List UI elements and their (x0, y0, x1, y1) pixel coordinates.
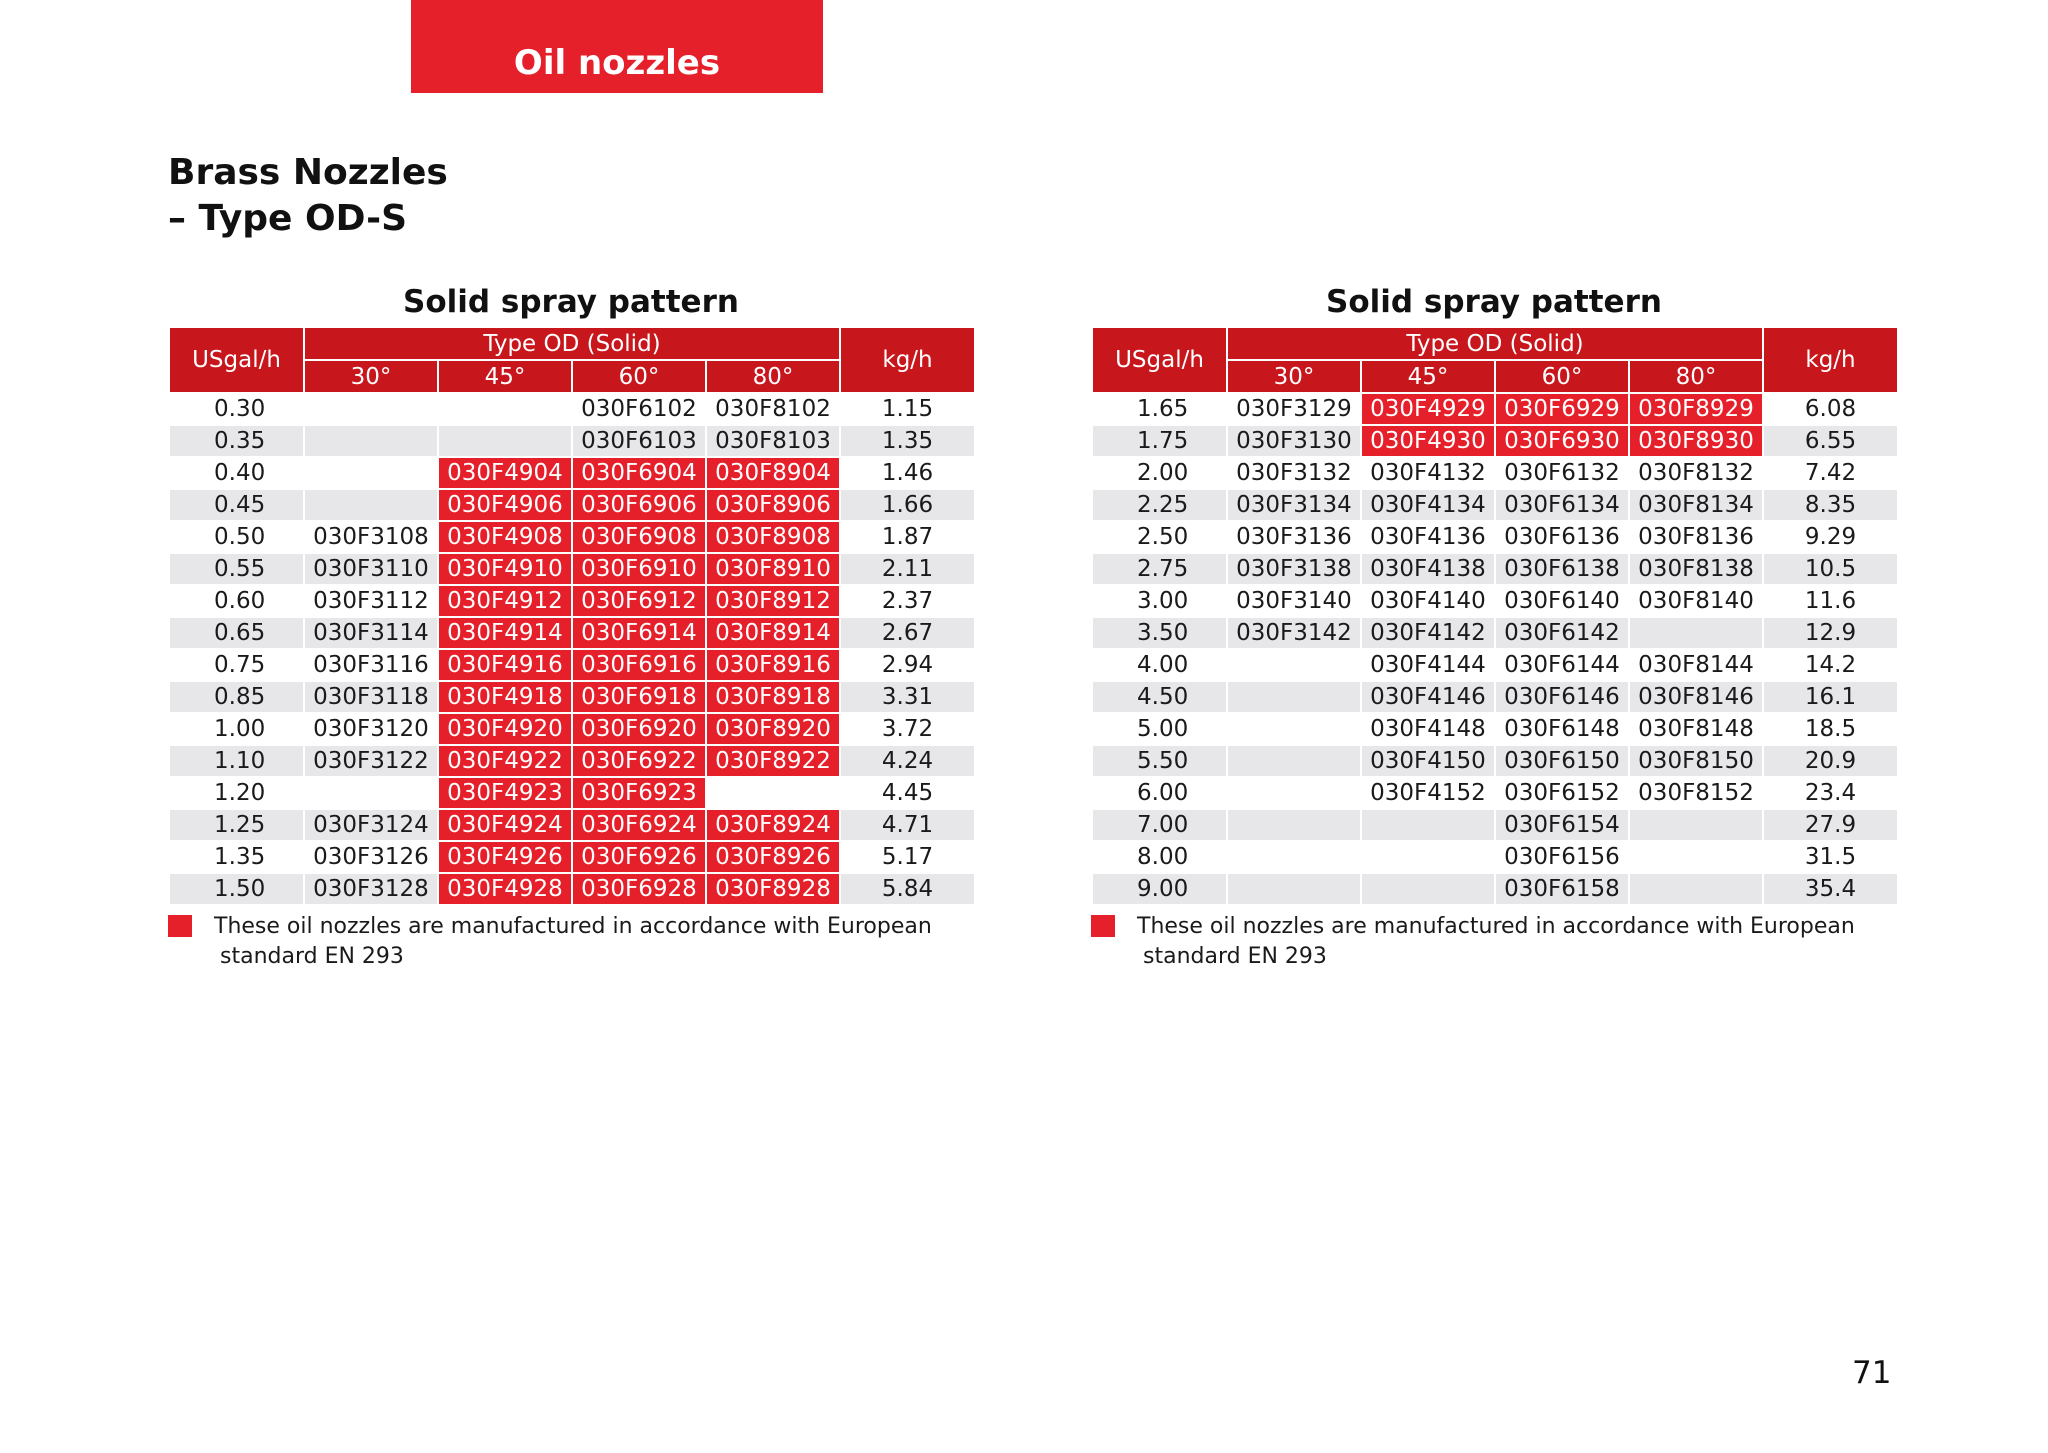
section-banner (411, 0, 823, 93)
table-row (1092, 393, 1898, 425)
table-row (1092, 457, 1898, 489)
table-row (169, 777, 975, 809)
cell-flow: 5.00 (1092, 713, 1227, 745)
cell-part-number (304, 489, 438, 521)
cell-part-number: 030F8924 (706, 809, 840, 841)
cell-flow: 2.00 (1092, 457, 1227, 489)
cell-flow: 2.75 (1092, 553, 1227, 585)
table-row (169, 649, 975, 681)
cell-part-number: 030F8920 (706, 713, 840, 745)
cell-kg: 31.5 (1763, 841, 1898, 873)
cell-part-number: 030F3142 (1227, 617, 1361, 649)
page-number: 71 (1852, 1355, 1892, 1391)
cell-part-number (1227, 873, 1361, 905)
cell-flow: 0.45 (169, 489, 304, 521)
table-row (169, 457, 975, 489)
cell-kg: 7.42 (1763, 457, 1898, 489)
cell-part-number: 030F4923 (438, 777, 572, 809)
cell-flow: 5.50 (1092, 745, 1227, 777)
cell-part-number: 030F3114 (304, 617, 438, 649)
cell-part-number (706, 777, 840, 809)
table-row (1092, 617, 1898, 649)
cell-part-number: 030F3136 (1227, 521, 1361, 553)
nozzle-table-panel-left (168, 282, 974, 972)
cell-part-number: 030F4912 (438, 585, 572, 617)
note-bullet-icon (168, 915, 192, 937)
table-row (1092, 489, 1898, 521)
cell-part-number: 030F8152 (1629, 777, 1763, 809)
header-angle: 60° (572, 360, 706, 393)
table-row (1092, 553, 1898, 585)
cell-flow: 4.50 (1092, 681, 1227, 713)
cell-part-number: 030F6156 (1495, 841, 1629, 873)
cell-part-number: 030F8906 (706, 489, 840, 521)
table-row (1092, 745, 1898, 777)
cell-part-number (1227, 713, 1361, 745)
cell-kg: 14.2 (1763, 649, 1898, 681)
header-angle: 45° (438, 360, 572, 393)
cell-part-number: 030F4930 (1361, 425, 1495, 457)
cell-part-number: 030F8929 (1629, 393, 1763, 425)
cell-part-number: 030F3110 (304, 553, 438, 585)
cell-part-number: 030F8134 (1629, 489, 1763, 521)
cell-part-number: 030F3126 (304, 841, 438, 873)
cell-part-number: 030F8922 (706, 745, 840, 777)
table-title: Solid spray pattern (1326, 284, 1662, 320)
cell-part-number: 030F6144 (1495, 649, 1629, 681)
cell-flow: 8.00 (1092, 841, 1227, 873)
cell-part-number: 030F4150 (1361, 745, 1495, 777)
cell-part-number (1361, 809, 1495, 841)
cell-flow: 0.30 (169, 393, 304, 425)
cell-part-number (1227, 649, 1361, 681)
section-banner-label: Oil nozzles (513, 43, 721, 83)
cell-part-number: 030F4914 (438, 617, 572, 649)
cell-part-number: 030F6920 (572, 713, 706, 745)
cell-part-number (304, 777, 438, 809)
cell-part-number: 030F4926 (438, 841, 572, 873)
cell-kg: 1.87 (840, 521, 975, 553)
table-row (169, 841, 975, 873)
header-type-group: Type OD (Solid) (1227, 327, 1763, 360)
cell-kg: 2.11 (840, 553, 975, 585)
cell-kg: 8.35 (1763, 489, 1898, 521)
cell-part-number: 030F4136 (1361, 521, 1495, 553)
page-title-line2: – Type OD-S (168, 198, 408, 239)
cell-flow: 4.00 (1092, 649, 1227, 681)
table-row (169, 873, 975, 905)
cell-part-number: 030F8148 (1629, 713, 1763, 745)
cell-part-number: 030F6910 (572, 553, 706, 585)
cell-part-number: 030F4910 (438, 553, 572, 585)
cell-kg: 6.08 (1763, 393, 1898, 425)
table-row (1092, 649, 1898, 681)
cell-part-number: 030F3108 (304, 521, 438, 553)
cell-part-number: 030F3118 (304, 681, 438, 713)
cell-part-number: 030F4918 (438, 681, 572, 713)
table-row (169, 585, 975, 617)
table-row (169, 489, 975, 521)
cell-part-number: 030F4134 (1361, 489, 1495, 521)
header-angle: 60° (1495, 360, 1629, 393)
cell-flow: 1.00 (169, 713, 304, 745)
cell-flow: 7.00 (1092, 809, 1227, 841)
note-text (1137, 912, 1855, 972)
cell-part-number: 030F4148 (1361, 713, 1495, 745)
header-angle: 30° (1227, 360, 1361, 393)
cell-part-number: 030F8928 (706, 873, 840, 905)
cell-kg: 6.55 (1763, 425, 1898, 457)
cell-part-number: 030F3134 (1227, 489, 1361, 521)
cell-kg: 9.29 (1763, 521, 1898, 553)
cell-flow: 1.75 (1092, 425, 1227, 457)
header-angle: 80° (1629, 360, 1763, 393)
cell-part-number (1629, 617, 1763, 649)
cell-part-number: 030F8914 (706, 617, 840, 649)
cell-part-number: 030F8918 (706, 681, 840, 713)
cell-part-number (1361, 841, 1495, 873)
table-title: Solid spray pattern (403, 284, 739, 320)
cell-part-number: 030F8102 (706, 393, 840, 425)
cell-flow: 0.65 (169, 617, 304, 649)
cell-kg: 1.15 (840, 393, 975, 425)
cell-kg: 23.4 (1763, 777, 1898, 809)
cell-part-number: 030F6134 (1495, 489, 1629, 521)
cell-part-number: 030F8910 (706, 553, 840, 585)
cell-part-number: 030F3140 (1227, 585, 1361, 617)
cell-kg: 4.24 (840, 745, 975, 777)
cell-part-number: 030F6922 (572, 745, 706, 777)
cell-flow: 2.25 (1092, 489, 1227, 521)
cell-part-number: 030F4904 (438, 457, 572, 489)
cell-flow: 0.50 (169, 521, 304, 553)
cell-part-number: 030F6103 (572, 425, 706, 457)
cell-flow: 0.60 (169, 585, 304, 617)
cell-part-number (304, 457, 438, 489)
cell-part-number: 030F8904 (706, 457, 840, 489)
cell-part-number: 030F6150 (1495, 745, 1629, 777)
cell-kg: 10.5 (1763, 553, 1898, 585)
cell-part-number: 030F6138 (1495, 553, 1629, 585)
cell-part-number: 030F6904 (572, 457, 706, 489)
cell-part-number: 030F8930 (1629, 425, 1763, 457)
cell-part-number: 030F6132 (1495, 457, 1629, 489)
cell-kg: 1.35 (840, 425, 975, 457)
cell-kg: 2.94 (840, 649, 975, 681)
table-row (1092, 425, 1898, 457)
cell-part-number: 030F3129 (1227, 393, 1361, 425)
cell-part-number (1227, 681, 1361, 713)
table-row (169, 745, 975, 777)
cell-part-number: 030F4142 (1361, 617, 1495, 649)
cell-part-number (304, 425, 438, 457)
cell-part-number: 030F3122 (304, 745, 438, 777)
cell-flow: 0.40 (169, 457, 304, 489)
cell-kg: 5.84 (840, 873, 975, 905)
cell-flow: 0.35 (169, 425, 304, 457)
cell-kg: 1.66 (840, 489, 975, 521)
cell-part-number: 030F3138 (1227, 553, 1361, 585)
cell-part-number: 030F3116 (304, 649, 438, 681)
cell-part-number: 030F8146 (1629, 681, 1763, 713)
cell-part-number: 030F6152 (1495, 777, 1629, 809)
cell-part-number (438, 393, 572, 425)
cell-part-number: 030F6158 (1495, 873, 1629, 905)
cell-part-number: 030F6918 (572, 681, 706, 713)
nozzle-table (1091, 326, 1899, 906)
header-angle: 30° (304, 360, 438, 393)
cell-part-number: 030F8144 (1629, 649, 1763, 681)
cell-kg: 1.46 (840, 457, 975, 489)
table-row (169, 521, 975, 553)
cell-part-number: 030F6140 (1495, 585, 1629, 617)
cell-kg: 2.67 (840, 617, 975, 649)
cell-part-number: 030F6914 (572, 617, 706, 649)
cell-part-number: 030F3124 (304, 809, 438, 841)
table-row (169, 809, 975, 841)
cell-flow: 1.20 (169, 777, 304, 809)
cell-part-number: 030F3112 (304, 585, 438, 617)
cell-kg: 35.4 (1763, 873, 1898, 905)
nozzle-table (168, 326, 976, 906)
table-row (1092, 809, 1898, 841)
table-row (1092, 841, 1898, 873)
cell-part-number: 030F6926 (572, 841, 706, 873)
table-row (1092, 681, 1898, 713)
cell-part-number: 030F4922 (438, 745, 572, 777)
note-line2: standard EN 293 (220, 944, 404, 969)
cell-part-number (438, 425, 572, 457)
cell-kg: 11.6 (1763, 585, 1898, 617)
header-angle: 45° (1361, 360, 1495, 393)
cell-kg: 18.5 (1763, 713, 1898, 745)
cell-part-number: 030F3132 (1227, 457, 1361, 489)
cell-part-number: 030F4916 (438, 649, 572, 681)
cell-part-number: 030F6908 (572, 521, 706, 553)
cell-flow: 0.85 (169, 681, 304, 713)
cell-part-number: 030F4132 (1361, 457, 1495, 489)
cell-part-number: 030F4138 (1361, 553, 1495, 585)
cell-flow: 6.00 (1092, 777, 1227, 809)
cell-part-number: 030F6142 (1495, 617, 1629, 649)
note-bullet-icon (1091, 915, 1115, 937)
table-row (1092, 873, 1898, 905)
cell-flow: 1.10 (169, 745, 304, 777)
cell-part-number: 030F6136 (1495, 521, 1629, 553)
cell-flow: 2.50 (1092, 521, 1227, 553)
cell-part-number: 030F4929 (1361, 393, 1495, 425)
cell-kg: 4.45 (840, 777, 975, 809)
cell-part-number (1629, 841, 1763, 873)
cell-kg: 2.37 (840, 585, 975, 617)
cell-flow: 1.35 (169, 841, 304, 873)
header-flow: USgal/h (169, 327, 304, 393)
cell-part-number: 030F8908 (706, 521, 840, 553)
note-line1: These oil nozzles are manufactured in accordance with European (214, 914, 932, 939)
standard-note (168, 912, 974, 972)
cell-part-number: 030F6929 (1495, 393, 1629, 425)
table-row (169, 553, 975, 585)
cell-part-number: 030F6148 (1495, 713, 1629, 745)
table-row (169, 393, 975, 425)
table-row (1092, 777, 1898, 809)
cell-part-number (1227, 745, 1361, 777)
cell-part-number: 030F8132 (1629, 457, 1763, 489)
standard-note (1091, 912, 1897, 972)
cell-part-number (1629, 873, 1763, 905)
cell-part-number (1227, 841, 1361, 873)
cell-kg: 12.9 (1763, 617, 1898, 649)
cell-flow: 1.50 (169, 873, 304, 905)
cell-kg: 3.31 (840, 681, 975, 713)
cell-part-number: 030F6924 (572, 809, 706, 841)
cell-flow: 9.00 (1092, 873, 1227, 905)
header-angle: 80° (706, 360, 840, 393)
table-row (169, 681, 975, 713)
cell-part-number: 030F6916 (572, 649, 706, 681)
cell-part-number: 030F4924 (438, 809, 572, 841)
cell-kg: 27.9 (1763, 809, 1898, 841)
cell-flow: 1.65 (1092, 393, 1227, 425)
cell-kg: 16.1 (1763, 681, 1898, 713)
cell-flow: 3.00 (1092, 585, 1227, 617)
cell-part-number: 030F8916 (706, 649, 840, 681)
cell-part-number: 030F4928 (438, 873, 572, 905)
cell-flow: 1.25 (169, 809, 304, 841)
cell-part-number: 030F8103 (706, 425, 840, 457)
page-title (168, 150, 448, 242)
cell-part-number: 030F8140 (1629, 585, 1763, 617)
note-line2: standard EN 293 (1143, 944, 1327, 969)
cell-part-number: 030F4920 (438, 713, 572, 745)
cell-part-number: 030F4906 (438, 489, 572, 521)
cell-part-number: 030F4908 (438, 521, 572, 553)
table-row (169, 617, 975, 649)
table-row (169, 713, 975, 745)
cell-kg: 4.71 (840, 809, 975, 841)
cell-flow: 0.55 (169, 553, 304, 585)
cell-part-number: 030F4144 (1361, 649, 1495, 681)
cell-flow: 3.50 (1092, 617, 1227, 649)
note-text (214, 912, 932, 972)
cell-part-number: 030F6102 (572, 393, 706, 425)
cell-part-number: 030F4140 (1361, 585, 1495, 617)
header-type-group: Type OD (Solid) (304, 327, 840, 360)
cell-part-number: 030F8136 (1629, 521, 1763, 553)
cell-part-number: 030F4152 (1361, 777, 1495, 809)
cell-kg: 5.17 (840, 841, 975, 873)
header-flow: USgal/h (1092, 327, 1227, 393)
cell-part-number: 030F3128 (304, 873, 438, 905)
cell-part-number: 030F6930 (1495, 425, 1629, 457)
cell-part-number: 030F8912 (706, 585, 840, 617)
cell-part-number (1629, 809, 1763, 841)
cell-part-number: 030F8138 (1629, 553, 1763, 585)
cell-part-number: 030F8926 (706, 841, 840, 873)
header-kg: kg/h (1763, 327, 1898, 393)
cell-part-number: 030F6906 (572, 489, 706, 521)
cell-part-number (304, 393, 438, 425)
table-row (169, 425, 975, 457)
cell-flow: 0.75 (169, 649, 304, 681)
cell-part-number (1227, 777, 1361, 809)
cell-part-number: 030F4146 (1361, 681, 1495, 713)
nozzle-table-panel-right (1091, 282, 1897, 972)
table-row (1092, 521, 1898, 553)
note-line1: These oil nozzles are manufactured in accordance with European (1137, 914, 1855, 939)
cell-part-number: 030F8150 (1629, 745, 1763, 777)
cell-part-number: 030F3130 (1227, 425, 1361, 457)
page-title-line1: Brass Nozzles (168, 152, 448, 193)
cell-part-number: 030F6912 (572, 585, 706, 617)
cell-kg: 3.72 (840, 713, 975, 745)
cell-part-number (1361, 873, 1495, 905)
table-row (1092, 585, 1898, 617)
cell-part-number: 030F6923 (572, 777, 706, 809)
cell-part-number (1227, 809, 1361, 841)
cell-kg: 20.9 (1763, 745, 1898, 777)
cell-part-number: 030F6928 (572, 873, 706, 905)
cell-part-number: 030F6146 (1495, 681, 1629, 713)
cell-part-number: 030F3120 (304, 713, 438, 745)
header-kg: kg/h (840, 327, 975, 393)
cell-part-number: 030F6154 (1495, 809, 1629, 841)
table-row (1092, 713, 1898, 745)
